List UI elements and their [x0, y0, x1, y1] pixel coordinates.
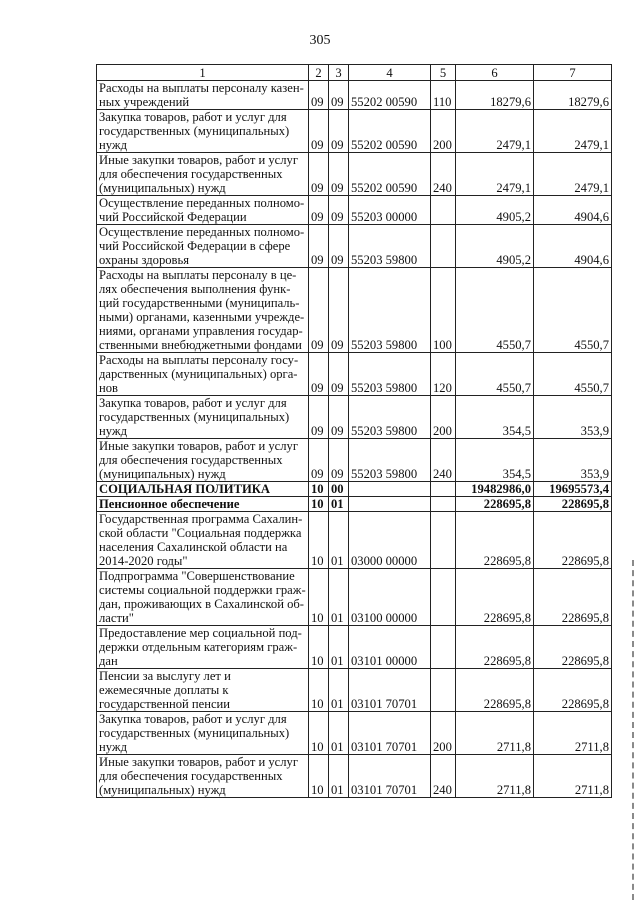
table-row [97, 512, 612, 569]
section-code: 09 [309, 196, 329, 225]
subsection-code: 09 [329, 196, 349, 225]
expense-type-code [431, 569, 456, 626]
amount-year-2: 353,9 [534, 439, 612, 482]
amount-year-1: 228695,8 [456, 512, 534, 569]
table-row [97, 268, 612, 353]
table-row [97, 153, 612, 196]
subsection-code: 09 [329, 225, 349, 268]
subsection-code: 01 [329, 626, 349, 669]
expense-type-code [431, 669, 456, 712]
row-name: Осуществление переданных полномо-чий Российской Федерации в сфере охраны здоровья [97, 225, 309, 268]
scan-edge-marks [630, 560, 634, 900]
amount-year-2: 228695,8 [534, 669, 612, 712]
table-row [97, 669, 612, 712]
table-row [97, 81, 612, 110]
amount-year-2: 4550,7 [534, 268, 612, 353]
row-name: Закупка товаров, работ и услуг для государственных (муниципальных) нужд [97, 712, 309, 755]
column-header: 4 [349, 65, 431, 81]
target-article-code: 03100 00000 [349, 569, 431, 626]
subsection-code: 01 [329, 669, 349, 712]
target-article-code: 03101 00000 [349, 626, 431, 669]
table-row [97, 110, 612, 153]
expense-type-code: 100 [431, 268, 456, 353]
amount-year-2: 4904,6 [534, 196, 612, 225]
column-header: 3 [329, 65, 349, 81]
page-number: 305 [309, 33, 331, 48]
section-code: 09 [309, 153, 329, 196]
target-article-code [349, 497, 431, 512]
amount-year-1: 4550,7 [456, 353, 534, 396]
table-row [97, 755, 612, 798]
table-row [97, 497, 612, 512]
target-article-code: 55203 59800 [349, 439, 431, 482]
subsection-code: 09 [329, 110, 349, 153]
column-header: 5 [431, 65, 456, 81]
row-name: Государственная программа Сахалин-ской области "Социальная поддержка населения Сахалинской области на 2014-2020 годы" [97, 512, 309, 569]
amount-year-2: 228695,8 [534, 626, 612, 669]
expense-type-code: 200 [431, 110, 456, 153]
expense-type-code: 240 [431, 755, 456, 798]
amount-year-1: 18279,6 [456, 81, 534, 110]
table-row [97, 712, 612, 755]
subsection-code: 09 [329, 439, 349, 482]
amount-year-2: 4904,6 [534, 225, 612, 268]
subsection-code: 00 [329, 482, 349, 497]
expense-type-code: 200 [431, 712, 456, 755]
target-article-code [349, 482, 431, 497]
amount-year-2: 228695,8 [534, 512, 612, 569]
subsection-code: 09 [329, 268, 349, 353]
section-code: 09 [309, 268, 329, 353]
section-code: 09 [309, 225, 329, 268]
amount-year-2: 19695573,4 [534, 482, 612, 497]
column-header: 6 [456, 65, 534, 81]
section-code: 10 [309, 497, 329, 512]
section-code: 09 [309, 110, 329, 153]
target-article-code: 03101 70701 [349, 755, 431, 798]
amount-year-1: 2479,1 [456, 110, 534, 153]
row-name: Расходы на выплаты персоналу госу-дарственных (муниципальных) орга-нов [97, 353, 309, 396]
amount-year-2: 228695,8 [534, 497, 612, 512]
target-article-code: 55203 00000 [349, 196, 431, 225]
amount-year-2: 2711,8 [534, 712, 612, 755]
subsection-code: 01 [329, 569, 349, 626]
expense-type-code [431, 225, 456, 268]
target-article-code: 03101 70701 [349, 669, 431, 712]
amount-year-2: 2479,1 [534, 110, 612, 153]
amount-year-2: 2479,1 [534, 153, 612, 196]
row-name: Пенсионное обеспечение [97, 497, 309, 512]
row-name: Иные закупки товаров, работ и услуг для обеспечения государственных (муниципальных) нужд [97, 755, 309, 798]
table-row [97, 225, 612, 268]
row-name: Иные закупки товаров, работ и услуг для обеспечения государственных (муниципальных) нужд [97, 439, 309, 482]
expense-type-code: 240 [431, 153, 456, 196]
expense-type-code [431, 196, 456, 225]
target-article-code: 55203 59800 [349, 225, 431, 268]
amount-year-2: 353,9 [534, 396, 612, 439]
section-code: 10 [309, 512, 329, 569]
section-code: 10 [309, 669, 329, 712]
row-name: Осуществление переданных полномо-чий Российской Федерации [97, 196, 309, 225]
row-name: Подпрограмма "Совершенствование системы социальной поддержки граж-дан, проживающих в Сахалинской об-ласти" [97, 569, 309, 626]
row-name: Расходы на выплаты персоналу казен-ных учреждений [97, 81, 309, 110]
section-code: 10 [309, 626, 329, 669]
column-header: 7 [534, 65, 612, 81]
target-article-code: 55202 00590 [349, 81, 431, 110]
expense-type-code [431, 482, 456, 497]
amount-year-2: 228695,8 [534, 569, 612, 626]
target-article-code: 55203 59800 [349, 268, 431, 353]
expense-type-code: 240 [431, 439, 456, 482]
amount-year-1: 228695,8 [456, 569, 534, 626]
amount-year-2: 2711,8 [534, 755, 612, 798]
amount-year-1: 2711,8 [456, 712, 534, 755]
target-article-code: 55202 00590 [349, 153, 431, 196]
expense-type-code [431, 626, 456, 669]
amount-year-2: 4550,7 [534, 353, 612, 396]
row-name: Иные закупки товаров, работ и услуг для обеспечения государственных (муниципальных) нужд [97, 153, 309, 196]
row-name: Предоставление мер социальной под-держки отдельным категориям граж-дан [97, 626, 309, 669]
row-name: Закупка товаров, работ и услуг для государственных (муниципальных) нужд [97, 110, 309, 153]
header-row [97, 65, 612, 81]
row-name: Пенсии за выслугу лет и ежемесячные доплаты к государственной пенсии [97, 669, 309, 712]
column-header: 1 [97, 65, 309, 81]
section-code: 09 [309, 396, 329, 439]
expense-type-code: 200 [431, 396, 456, 439]
amount-year-1: 4550,7 [456, 268, 534, 353]
target-article-code: 55203 59800 [349, 353, 431, 396]
section-code: 09 [309, 353, 329, 396]
budget-table [96, 64, 612, 798]
target-article-code: 55202 00590 [349, 110, 431, 153]
subsection-code: 01 [329, 512, 349, 569]
row-name: Закупка товаров, работ и услуг для государственных (муниципальных) нужд [97, 396, 309, 439]
subsection-code: 01 [329, 497, 349, 512]
section-code: 10 [309, 482, 329, 497]
section-code: 10 [309, 755, 329, 798]
amount-year-1: 228695,8 [456, 626, 534, 669]
expense-type-code [431, 512, 456, 569]
amount-year-1: 354,5 [456, 439, 534, 482]
amount-year-1: 19482986,0 [456, 482, 534, 497]
amount-year-1: 4905,2 [456, 196, 534, 225]
table-row [97, 626, 612, 669]
subsection-code: 09 [329, 396, 349, 439]
target-article-code: 55203 59800 [349, 396, 431, 439]
expense-type-code [431, 497, 456, 512]
amount-year-1: 228695,8 [456, 497, 534, 512]
subsection-code: 09 [329, 153, 349, 196]
subsection-code: 09 [329, 81, 349, 110]
table-row [97, 396, 612, 439]
target-article-code: 03000 00000 [349, 512, 431, 569]
table-row [97, 196, 612, 225]
amount-year-1: 2711,8 [456, 755, 534, 798]
table-row [97, 569, 612, 626]
amount-year-1: 4905,2 [456, 225, 534, 268]
row-name: Расходы на выплаты персоналу в це-лях обеспечения выполнения функ-ций государственными (муниципаль-ными) органами, казенными учрежде-ниями, органами управления государ-ственными внебюджетными фондами [97, 268, 309, 353]
section-code: 09 [309, 81, 329, 110]
expense-type-code: 120 [431, 353, 456, 396]
table-row [97, 482, 612, 497]
subsection-code: 09 [329, 353, 349, 396]
section-code: 09 [309, 439, 329, 482]
table-body [97, 81, 612, 798]
section-code: 10 [309, 712, 329, 755]
table-row [97, 353, 612, 396]
column-header: 2 [309, 65, 329, 81]
row-name: СОЦИАЛЬНАЯ ПОЛИТИКА [97, 482, 309, 497]
subsection-code: 01 [329, 755, 349, 798]
amount-year-1: 2479,1 [456, 153, 534, 196]
amount-year-1: 228695,8 [456, 669, 534, 712]
amount-year-1: 354,5 [456, 396, 534, 439]
amount-year-2: 18279,6 [534, 81, 612, 110]
target-article-code: 03101 70701 [349, 712, 431, 755]
table-row [97, 439, 612, 482]
subsection-code: 01 [329, 712, 349, 755]
expense-type-code: 110 [431, 81, 456, 110]
section-code: 10 [309, 569, 329, 626]
